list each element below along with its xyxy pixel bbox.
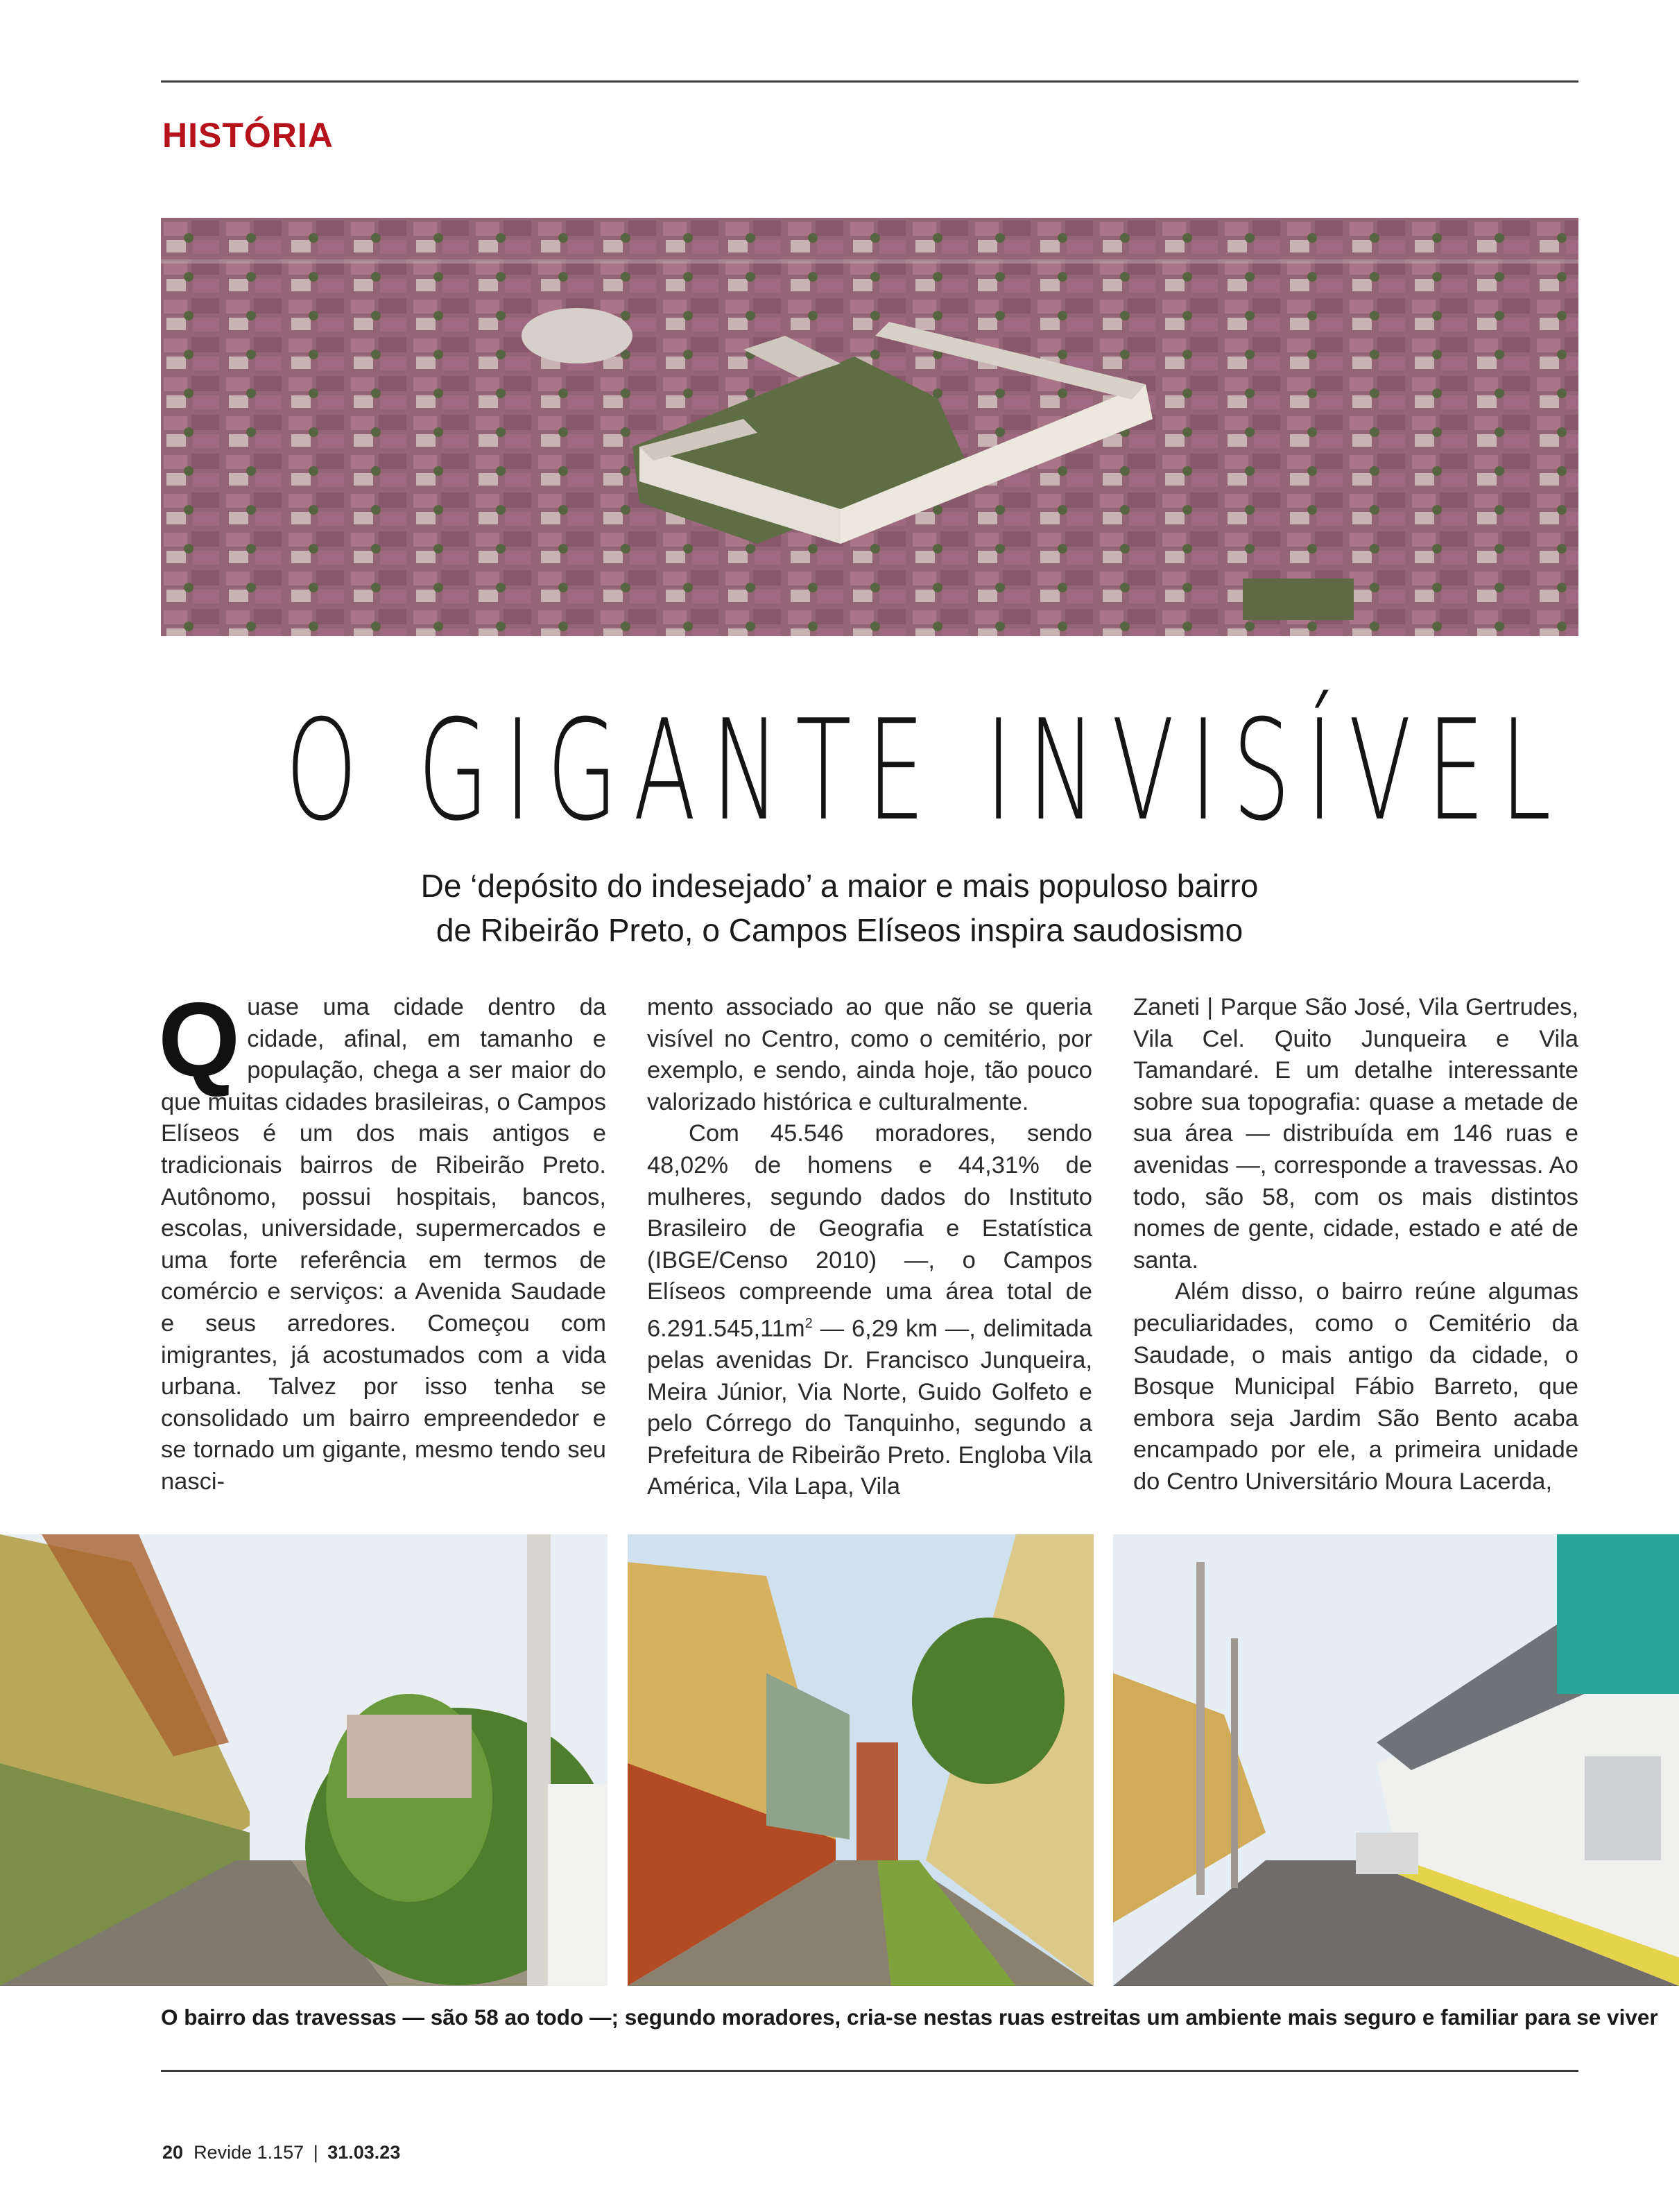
- page-number: 20: [162, 2142, 184, 2163]
- paragraph: mento associado ao que não se queria visível no Centro, como o cemitério, por exemplo, e sendo, ainda hoje, tão pouco valorizado histórica e culturalmente.: [647, 994, 1092, 1115]
- section-label: HISTÓRIA: [162, 116, 334, 155]
- top-rule: [161, 80, 1578, 83]
- text-column-1: [158, 981, 606, 1495]
- street-photo-1: [0, 1534, 608, 1986]
- folio-separator: |: [313, 2142, 318, 2163]
- paragraph-part: — 6,29 km —, delimitada pelas avenidas Dr. Francisco Junqueira, Meira Júnior, Via Norte, Guido Golfeto e pelo Córrego do Tanquinho, segundo a Prefeitura de Ribeirão Preto. Engloba Vila América, Vila Lapa, Vila: [647, 1315, 1092, 1500]
- article-deck: [0, 864, 1679, 952]
- paragraph: [647, 1118, 1092, 1503]
- paragraph: Zaneti | Parque São José, Vila Gertrudes, Vila Cel. Quito Junqueira e Vila Tamandaré. E um detalhe interessante sobre sua topografia: quase a metade de sua área — distribuída em 146 ruas e avenidas —, corresponde a travessas. Ao todo, são 58, com os mais distintos nomes de gente, cidade, estado e até de santa.: [1133, 994, 1578, 1274]
- street-photo-2: [628, 1534, 1094, 1986]
- text-column-2: [647, 992, 1092, 1500]
- magazine-issue: Revide 1.157: [193, 2142, 304, 2163]
- paragraph: uase uma cidade dentro da cidade, afinal, em tamanho e população, chega a ser maior do que muitas cidades brasileiras, o Campos Elíseos é um dos mais antigos e tradicionais bairros de Ribeirão Preto. Autônomo, possui hospitais, bancos, escolas, universidade, supermercados e uma forte referência em termos de comércio e serviços: a Avenida Saudade e seus arredores. Começou com imigrantes, já acostumados com a vida urbana. Talvez por isso tenha se consolidado um bairro empreendedor e se tornado um gigante, mesmo tendo seu nasci-: [161, 994, 606, 1495]
- photo-caption: O bairro das travessas — são 58 ao todo —; segundo moradores, cria-se nestas ruas estreitas um ambiente mais seguro e familiar para se viver: [161, 2005, 1658, 2030]
- deck-line-2: de Ribeirão Preto, o Campos Elíseos inspira saudosismo: [436, 912, 1243, 948]
- street-photo-3: [1113, 1534, 1679, 1986]
- issue-date: 31.03.23: [327, 2142, 401, 2163]
- text-column-3: [1133, 992, 1578, 1495]
- article-title: O GIGANTE INVISÍVEL: [285, 690, 1567, 852]
- superscript: 2: [804, 1315, 813, 1331]
- page-folio: [162, 2142, 400, 2163]
- bottom-rule: [161, 2070, 1578, 2072]
- drop-cap: Q: [158, 981, 241, 1099]
- hero-aerial-photo: [161, 218, 1578, 636]
- paragraph-part: Com 45.546 moradores, sendo 48,02% de homens e 44,31% de mulheres, segundo dados do Instituto Brasileiro de Geografia e Estatística (IBGE/Censo 2010) —, o Campos Elíseos compreende uma área total de 6.291.545,11m: [647, 1120, 1092, 1342]
- paragraph: Além disso, o bairro reúne algumas peculiaridades, como o Cemitério da Saudade, o mais antigo da cidade, o Bosque Municipal Fábio Barreto, que embora seja Jardim São Bento acaba encampado por ele, a primeira unidade do Centro Universitário Moura Lacerda,: [1133, 1278, 1578, 1495]
- deck-line-1: De ‘depósito do indesejado’ a maior e mais populoso bairro: [420, 868, 1259, 904]
